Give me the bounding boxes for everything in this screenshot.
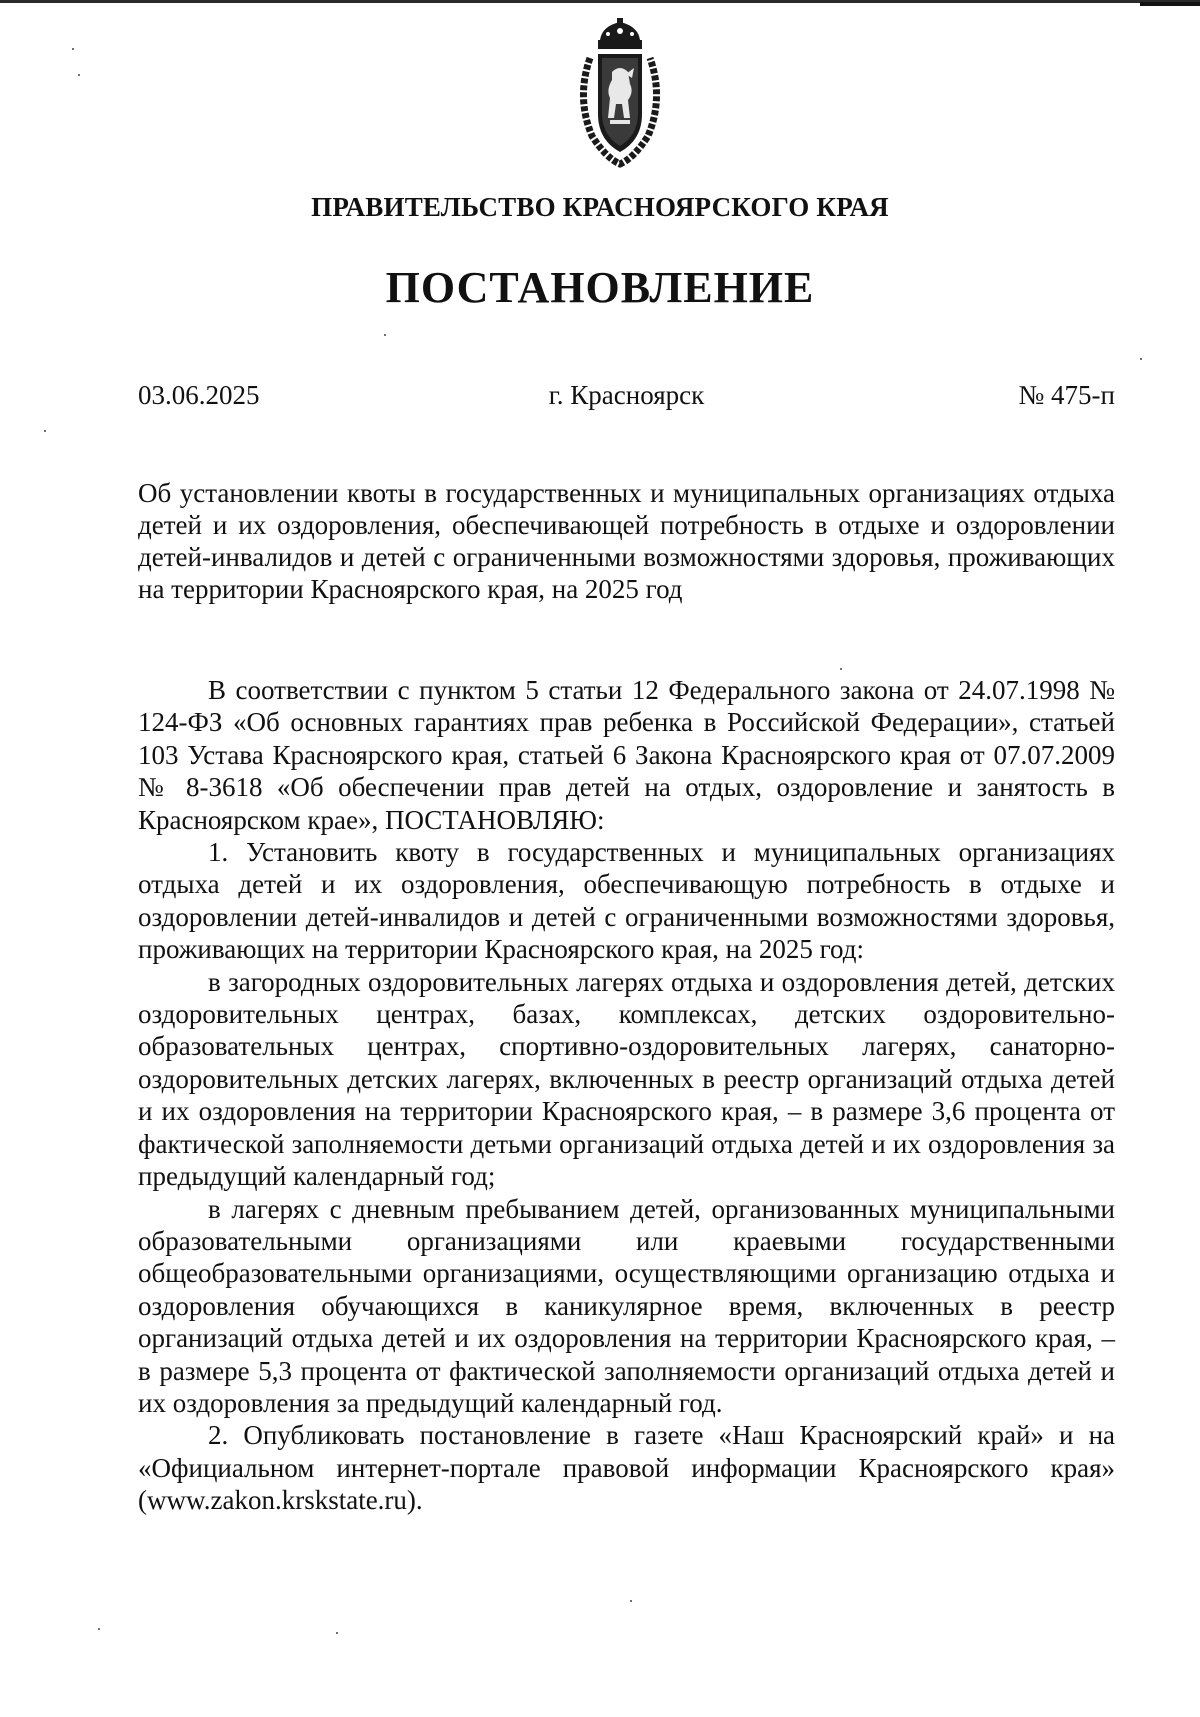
scan-speck — [336, 1632, 338, 1634]
item-1-subparagraph-day-camps: в лагерях с дневным пребыванием детей, организованных муниципальными образовательными организациями или краевыми государственными общеобразовательными организациями, осуществляющими организацию отдыха и оздоровления обучающихся в каникулярное время, включенных в реестр организаций отдыха детей и их оздоровления на территории Красноярского края, – в размере 5,3 процента от фактической заполняемости организаций отдыха детей и их оздоровления за предыдущий календарный год. — [138, 1193, 1115, 1418]
document-date: 03.06.2025 — [138, 380, 260, 410]
document-number: № 475-п — [1018, 380, 1115, 410]
scan-speck — [630, 1600, 632, 1602]
preamble-paragraph: В соответствии с пунктом 5 статьи 12 Федерального закона от 24.07.1998 № 124-ФЗ «Об основных гарантиях прав ребенка в Российской Федерации», статьей 103 Устава Красноярского края, статьей 6 Закона Красноярского края от 07.07.2009 № 8-3618 «Об обеспечении прав детей на отдых, оздоровление и занятость в Красноярском крае», ПОСТАНОВЛЯЮ: — [138, 675, 1115, 835]
scan-speck — [44, 430, 46, 432]
item-1-subparagraph-camps: в загородных оздоровительных лагерях отдыха и оздоровления детей, детских оздоровительных центрах, базах, комплексах, детских оздоровительно-образовательных центрах, спортивно-оздоровительных лагерях, санаторно-оздоровительных детских лагерях, включенных в реестр организаций отдыха детей и их оздоровления на территории Красноярского края, – в размере 3,6 процента от фактической заполняемости детьми организаций отдыха детей и их оздоровления за предыдущий календарный год; — [138, 966, 1115, 1192]
scan-top-border — [0, 0, 1200, 3]
organization-title: ПРАВИТЕЛЬСТВО КРАСНОЯРСКОГО КРАЯ — [311, 192, 889, 222]
document-meta-row — [138, 380, 1115, 416]
scan-top-border-mark — [1140, 2, 1200, 6]
document-subject: Об установлении квоты в государственных и муниципальных организациях отдыха детей и их оздоровления, обеспечивающей потребность в отдыхе и оздоровлении детей-инвалидов и детей с ограниченными возможностями здоровья, проживающих на территории Красноярского края, на 2025 год — [138, 478, 1115, 604]
krasnoyarsk-coat-of-arms-icon — [570, 18, 670, 168]
scan-speck — [840, 668, 842, 670]
document-city: г. Красноярск — [548, 380, 705, 410]
scan-speck — [384, 334, 386, 336]
document-type-heading: ПОСТАНОВЛЕНИЕ — [385, 263, 815, 312]
scan-speck — [78, 74, 80, 76]
scan-speck — [72, 48, 74, 50]
document-body — [138, 674, 1115, 1517]
scan-speck — [1140, 358, 1142, 360]
scan-speck — [98, 1628, 100, 1630]
item-2-paragraph: 2. Опубликовать постановление в газете «Наш Красноярский край» и на «Официальном интернет-портале правовой информации Красноярского края» (www.zakon.krskstate.ru). — [138, 1420, 1115, 1516]
item-1-paragraph: 1. Установить квоту в государственных и муниципальных организациях отдыха детей и их оздоровления, обеспечивающую потребность в отдыхе и оздоровлении детей-инвалидов и детей с ограниченными возможностями здоровья, проживающих на территории Красноярского края, на 2025 год: — [138, 837, 1115, 965]
